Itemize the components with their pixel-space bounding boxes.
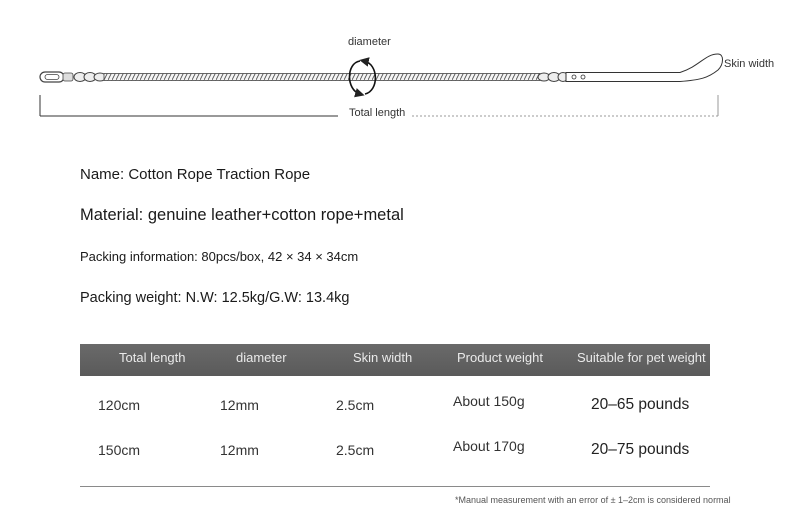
leather-handle (566, 54, 723, 82)
cell-total-length: 150cm (98, 442, 141, 458)
cell-diameter: 12mm (220, 397, 259, 413)
cell-skin-width: 2.5cm (336, 397, 375, 413)
braid-left (74, 73, 106, 82)
spec-material: Material: genuine leather+cotton rope+metal (80, 206, 404, 224)
header-suitable-weight: Suitable for pet weight (577, 350, 706, 365)
table-divider (80, 486, 710, 487)
cell-product-weight: About 150g (453, 393, 525, 409)
spec-packing-info: Packing information: 80pcs/box, 42 × 34 × 34cm (80, 249, 359, 264)
cell-product-weight: About 170g (453, 438, 525, 454)
total-length-label: Total length (349, 107, 406, 119)
spec-packing-weight: Packing weight: N.W: 12.5kg/G.W: 13.4kg (80, 290, 350, 306)
snap-hook (40, 72, 73, 82)
cotton-rope (104, 74, 540, 81)
header-skin-width: Skin width (353, 350, 413, 365)
cell-total-length: 120cm (98, 397, 141, 413)
braid-right (538, 73, 568, 82)
diameter-label: diameter (348, 36, 391, 48)
spec-name: Name: Cotton Rope Traction Rope (80, 166, 311, 183)
header-total-length: Total length (119, 350, 186, 365)
cell-suitable-weight: 20–75 pounds (591, 441, 690, 458)
footnote: *Manual measurement with an error of ± 1–2cm is considered normal (455, 495, 731, 505)
cell-skin-width: 2.5cm (336, 442, 375, 458)
header-product-weight: Product weight (457, 350, 543, 365)
skin-width-label: Skin width (724, 58, 775, 70)
cell-suitable-weight: 20–65 pounds (591, 396, 690, 413)
header-diameter: diameter (236, 350, 287, 365)
cell-diameter: 12mm (220, 442, 259, 458)
table-header (80, 344, 710, 376)
